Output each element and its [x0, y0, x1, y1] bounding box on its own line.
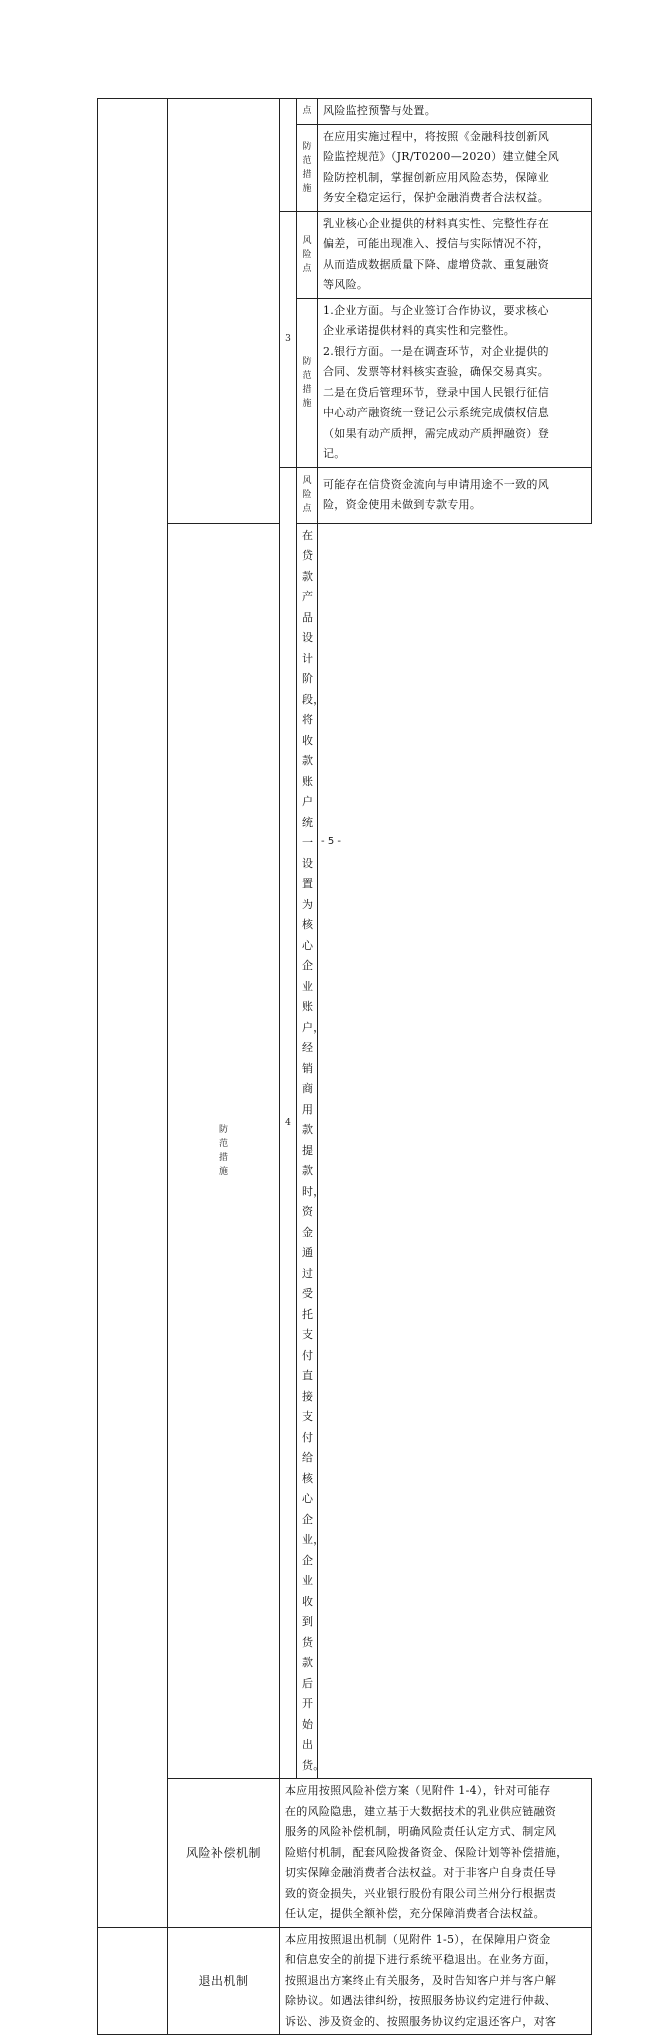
- text-line: 险监控规范》（JR/T0200—2020）建立健全风: [323, 150, 560, 163]
- compensation-text: [280, 1779, 592, 1928]
- category-cell: [98, 1927, 168, 2035]
- label-char: 措: [218, 1152, 228, 1163]
- text-line: 本应用按照风险补偿方案（见附件 1-4），针对可能存: [285, 1784, 551, 1797]
- table-row: [98, 1779, 592, 1928]
- label-char: 防: [218, 1124, 228, 1135]
- risk-label: [297, 211, 318, 298]
- label-char: 点: [302, 263, 312, 274]
- text-line: 二是在贷后管理环节，登录中国人民银行征信: [323, 385, 549, 399]
- item-number: 4: [280, 467, 297, 1779]
- text-line: 后开始出货。: [302, 1676, 325, 1772]
- text-line: 致的资金损失，兴业银行股份有限公司兰州分行根据责: [285, 1886, 557, 1900]
- text-line: 企业承诺提供材料的真实性和完整性。: [323, 324, 516, 337]
- label-char: 范: [302, 370, 312, 381]
- measure-label: [168, 523, 280, 1779]
- text-line: 在贷款产品设计阶段，将收款账户统一设置为: [302, 528, 325, 911]
- risk-text: [318, 467, 592, 523]
- text-line: 和信息安全的前提下进行系统平稳退出。在业务方面，: [285, 1953, 557, 1966]
- text-line: 偏差，可能出现准入、授信与实际情况不符，: [323, 237, 549, 250]
- text-line: 险防控机制，掌握创新应用风险态势，保障业: [323, 170, 549, 184]
- table-row: [98, 1927, 592, 2035]
- text-line: 切实保障金融消费者合法权益。对于非客户自身责任导: [285, 1866, 557, 1879]
- row-label: [297, 99, 318, 125]
- table-row: [98, 99, 592, 125]
- text-line: 从而造成数据质量下降、虚增贷款、重复融资: [323, 257, 549, 271]
- label-char: 险: [302, 249, 312, 260]
- label-char: 措: [302, 384, 312, 395]
- text-line: 诉讼、涉及资金的、按照服务协议约定退还客户，对客: [285, 2014, 557, 2028]
- label-char: 范: [302, 155, 312, 166]
- label-char: 施: [218, 1166, 228, 1177]
- row-text: 风险监控预警与处置。: [318, 99, 592, 125]
- label-char: 点: [302, 504, 312, 514]
- subcategory-cell: [168, 99, 280, 524]
- text-line: 按照退出方案终止有关服务，及时告知客户并与客户解: [285, 1973, 557, 1987]
- text-line: 核心企业账户，经销商用款提款时，资金通过: [302, 918, 325, 1280]
- risk-text: [318, 211, 592, 298]
- label-char: 措: [302, 169, 312, 180]
- text-line: 除协议。如遇法律纠纷，按照服务协议约定进行仲裁、: [285, 1994, 557, 2007]
- category-cell: [98, 99, 168, 1928]
- measure-label: [297, 298, 318, 467]
- label-char: 施: [302, 398, 312, 409]
- text-line: 任认定，提供全额补偿，充分保障消费者合法权益。: [285, 1907, 545, 1920]
- label-char: 险: [302, 490, 312, 500]
- text-line: 2.银行方面。一是在调查环节，对企业提供的: [323, 344, 549, 358]
- text-line: 1.企业方面。与企业签订合作协议，要求核心: [323, 303, 549, 317]
- text-line: 受托支付直接支付给核心企业，企业收到货款: [302, 1287, 325, 1669]
- label-char: 风: [302, 476, 312, 486]
- label-char: 点: [302, 106, 312, 117]
- text-line: 合同、发票等材料核实查验，确保交易真实。: [323, 365, 549, 378]
- text-line: 服务的风险补偿机制，明确风险责任认定方式、制定风: [285, 1825, 557, 1838]
- text-line: 乳业核心企业提供的材料真实性、完整性存在: [323, 216, 549, 230]
- compensation-title: 风险补偿机制: [168, 1779, 280, 1928]
- label-char: 范: [218, 1138, 228, 1149]
- risk-label: [297, 467, 318, 523]
- text-line: 在应用实施过程中，将按照《金融科技创新风: [323, 129, 549, 143]
- text-line: 可能存在信贷资金流向与申请用途不一致的风: [323, 477, 549, 491]
- item-number-cell: [280, 99, 297, 212]
- text-line: 本应用按照退出机制（见附件 1-5），在保障用户资金: [285, 1932, 551, 1946]
- exit-title: 退出机制: [168, 1927, 280, 2035]
- text-line: 等风险。: [323, 278, 369, 291]
- text-line: 在的风险隐患，建立基于大数据技术的乳业供应链融资: [285, 1804, 557, 1818]
- item-number: 3: [280, 211, 297, 467]
- page-number: - 5 -: [321, 836, 341, 847]
- label-char: 施: [302, 183, 312, 194]
- risk-table: [97, 98, 592, 2035]
- table-row: [98, 523, 592, 1779]
- label-char: 防: [302, 356, 312, 367]
- row-label: [297, 124, 318, 211]
- text-line: 务安全稳定运行，保护金融消费者合法权益。: [323, 191, 549, 204]
- text-line: 险，资金使用未做到专款专用。: [323, 498, 482, 511]
- text-line: 险赔付机制，配套风险拨备资金、保险计划等补偿措施，: [285, 1845, 568, 1859]
- measure-text: [318, 298, 592, 467]
- row-text: [318, 124, 592, 211]
- text-line: （如果有动产质押，需完成动产质押融资）登: [323, 426, 549, 440]
- text-line: 记。: [323, 447, 346, 460]
- exit-text: [280, 1927, 592, 2035]
- text-line: 中心动产融资统一登记公示系统完成债权信息: [323, 406, 549, 419]
- label-char: 防: [302, 141, 312, 152]
- label-char: 风: [302, 235, 312, 246]
- measure-text: [297, 523, 325, 1779]
